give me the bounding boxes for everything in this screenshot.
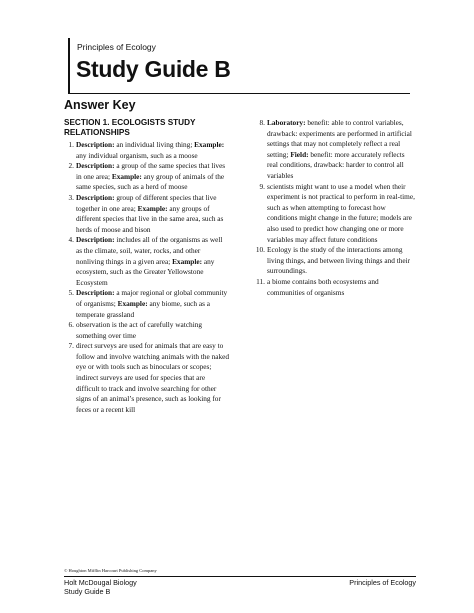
footer-book-title: Holt McDougal Biology (64, 578, 137, 587)
chapter-subject: Principles of Ecology (77, 42, 156, 52)
left-column (64, 118, 230, 415)
answer-key-heading: Answer Key (64, 98, 136, 112)
answer-item-3: 3. Description: group of different species that live together in one area; Example: any groups of different species that live in the same area, such as herds of moose and bison (68, 192, 224, 234)
page-header (68, 38, 408, 96)
answer-item-6: 6. observation is the act of carefully watching something over time (68, 320, 203, 340)
answer-item-9: 9. scientists might want to use a model when their experiment is not practical to perform in real-time, such as when attempting to forecast how conditions might change in the future; models are also used to predict how changing one or more variables may affect future conditions (259, 181, 415, 244)
answer-item-5: 5. Description: a major regional or global community of organisms; Example: any biome, such as a temperate grassland (68, 288, 228, 319)
answer-item-1: 1. Description: an individual living thing; Example: any individual organism, such as a moose (68, 140, 225, 160)
footer-guide-name: Study Guide B (64, 587, 111, 596)
answer-item-8: 8. Laboratory: benefit: able to control variables, drawback: experiments are performed in artificial settings that may not completely reflect a real setting; Field: benefit: more accurately reflects real conditions, drawback: harder to control all variables (259, 118, 412, 180)
answer-item-4: 4. Description: includes all of the organisms as well as the climate, soil, water, rocks, and other nonliving things in a given area; Example: any ecosystem, such as the Greater Yellowstone Ecosystem (68, 235, 223, 287)
answer-item-11: 11. a biome contains both ecosystems and communities of organisms (256, 276, 379, 297)
header-rule-horizontal (70, 93, 410, 94)
right-column (255, 118, 417, 298)
footer-chapter-name: Principles of Ecology (349, 578, 416, 587)
copyright-notice: © Houghton Mifflin Harcourt Publishing Company (64, 568, 157, 573)
answer-item-2: 2. Description: a group of the same species that lives in one area; Example: any group of animals of the same species, such as a herd of moose (68, 161, 226, 192)
answer-item-10: 10. Ecology is the study of the interactions among living things, and between living things and their surroundings. (255, 245, 411, 276)
section-heading: SECTION 1. ECOLOGISTS STUDY RELATIONSHIPS (64, 118, 196, 137)
answer-list-left (64, 140, 230, 415)
page-title: Study Guide B (76, 56, 231, 82)
answer-item-7: 7. direct surveys are used for animals that are easy to follow and involve watching animals with the naked eye or with tools such as binoculars or scopes; indirect surveys are used for species that are difficult to track and involve searching for other signs of an animal’s presence, such as looking for feces or a recent kill (68, 341, 229, 414)
footer-rule (64, 576, 416, 577)
header-rule-vertical (68, 38, 70, 94)
answer-list-right (255, 118, 417, 298)
